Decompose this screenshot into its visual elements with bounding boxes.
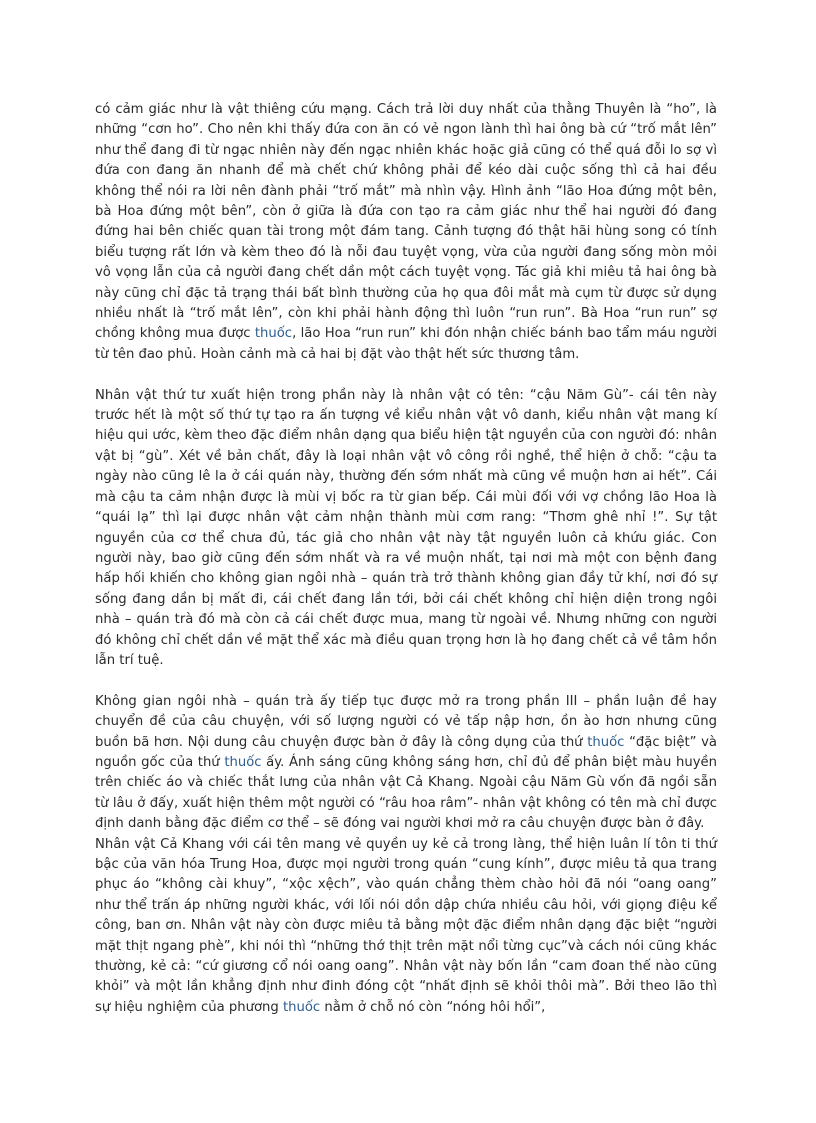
paragraph-text: Nhân vật thứ tư xuất hiện trong phần này là nhân vật có tên: “cậu Năm Gù”- cái tên này trước hết là một số thứ tự tạo ra ấn tượng về kiểu nhân vật vô danh, kiểu nhân vật mang kí hiệu qui ước, kèm theo đặc điểm nhân dạng qua biểu hiện tật nguyền của con người đó: nhân vật bị “gù”. Xét về bản chất, đây là loại nhân vật vô công rồi nghề, thể hiện ở chỗ: “cậu ta ngày nào cũng lê la ở cái quán này, thường đến sớm nhất mà cũng về muộn hơn ai hết”. Cái mà cậu ta cảm nhận được là mùi vị bốc ra từ gian bếp. Cái mùi đối với vợ chồng lão Hoa là “quái lạ” thì lại được nhân vật cảm nhận thành mùi cơm rang: “Thơm ghê nhỉ !”. Sự tật nguyền của cơ thể chưa đủ, tác giả cho nhân vật này tật nguyền luôn cả khứu giác. Con người này, bao giờ cũng đến sớm nhất và ra về muộn nhất, tại nơi mà một con bệnh đang hấp hối khiến cho không gian ngôi nhà – quán trà trở thành không gian đầy tử khí, nơi đó sự sống đang dần bị mất đi, cái chết đang lần tới, bởi cái chết không chỉ hiện diện trong ngôi nhà – quán trà đó mà còn cả cái chết được mua, mang từ ngoài về. Nhưng những con người đó không chỉ chết dần về mặt thể xác mà điều quan trọng hơn là họ đang chết cả về tâm hồn lẫn trí tuệ.: [95, 387, 717, 668]
paragraph-text: , lão Hoa “run run” khi đón nhận chiếc bánh bao tẩm máu người từ tên đao phủ. Hoàn cảnh mà cả hai bị đặt vào thật hết sức thương tâm.: [95, 326, 717, 362]
paragraph-text: nằm ở chỗ nó còn “nóng hôi hổi”,: [320, 999, 546, 1015]
paragraph-text: Nhân vật Cả Khang với cái tên mang vẻ quyền uy kẻ cả trong làng, thể hiện luân lí tôn ti thứ bậc của văn hóa Trung Hoa, được mọi người trong quán “cung kính”, được miêu tả qua trang phục áo “không cài khuy”, “xộc xệch”, vào quán chẳng thèm chào hỏi đã nói “oang oang” như thể trấn áp những người khác, với lối nói dồn dập chứa nhiều câu hỏi, với giọng điệu kể công, ban ơn. Nhân vật này còn được miêu tả bằng một đặc điểm nhân dạng đặc biệt “người mặt thịt ngang phè”, khi nói thì “những thớ thịt trên mặt nổi từng cục”và cách nói cũng khác thường, kẻ cả: “cứ giương cổ nói oang oang”. Nhân vật này bốn lần “cam đoan thế nào cũng khỏi” và một lần khẳng định như đinh đóng cột “nhất định sẽ khỏi thôi mà”. Bởi theo lão thì sự hiệu nghiệm của phương: [95, 836, 717, 1015]
paragraph-text: ấy. Ánh sáng cũng không sáng hơn, chỉ đủ để phân biệt màu huyền trên chiếc áo và chiếc thắt lưng của nhân vật Cả Khang. Ngoài cậu Năm Gù vốn đã ngồi sẵn từ lâu ở đấy, xuất hiện thêm một người có “râu hoa râm”- nhân vật không có tên mà chỉ được định danh bằng đặc điểm cơ thể – sẽ đóng vai người khơi mở ra câu chuyện được bàn ở đây.: [95, 754, 717, 832]
paragraph-text: Không gian ngôi nhà – quán trà ấy tiếp tục được mở ra trong phần III – phần luận đề hay chuyển đề của câu chuyện, với số lượng người có vẻ tấp nập hơn, ồn ào hơn nhưng cũng buồn bã hơn. Nội dung câu chuyện được bàn ở đây là công dụng của thứ: [95, 693, 717, 750]
thuoc-link[interactable]: thuốc: [587, 734, 625, 750]
paragraph-text: “đặc biệt” và nguồn gốc của thứ: [95, 734, 718, 770]
paragraph-spacer: [95, 365, 717, 385]
thuoc-link[interactable]: thuốc: [282, 999, 321, 1015]
paragraph-text: có cảm giác như là vật thiêng cứu mạng. Cách trả lời duy nhất của thằng Thuyên là “ho”, là những “cơn ho”. Cho nên khi thấy đứa con ăn có vẻ ngon lành thì hai ông bà cứ “trố mắt lên” như thể đang đi từ ngạc nhiên này đến ngạc nhiên khác hoặc giả cũng có thể quá đỗi lo sợ vì đứa con đang ăn nhanh để mà chết chứ không phải để kéo dài cuộc sống thì cả hai đều không thể nói ra lời nên đành phải “trố mắt” mà nhìn vậy. Hình ảnh “lão Hoa đứng một bên, bà Hoa đứng một bên”, còn ở giữa là đứa con tạo ra cảm giác như thể hai người đó đang đứng hai bên chiếc quan tài trong một đám tang. Cảnh tượng đó thật hãi hùng song có tính biểu tượng rất lớn và kèm theo đó là nỗi đau tuyệt vọng, vừa của người đang sống mòn mỏi vô vọng lẫn của cả người đang chết dần một cách tuyệt vọng. Tác giả khi miêu tả hai ông bà này cũng chỉ đặc tả trạng thái bất bình thường của họ qua đôi mắt mà cụm từ được sử dụng nhiều nhất là “trố mắt lên”, còn khi phải hành động thì luôn “run run”. Bà Hoa “run run” sợ chồng không mua được: [95, 102, 717, 342]
paragraph-2: [95, 386, 717, 672]
paragraph-spacer: [95, 671, 717, 691]
paragraph-4: [95, 835, 717, 1019]
thuoc-link[interactable]: thuốc: [224, 754, 262, 770]
paragraph-1: [95, 100, 717, 365]
document-body: [95, 100, 717, 1018]
paragraph-3: [95, 692, 717, 835]
thuoc-link[interactable]: thuốc: [254, 326, 293, 342]
